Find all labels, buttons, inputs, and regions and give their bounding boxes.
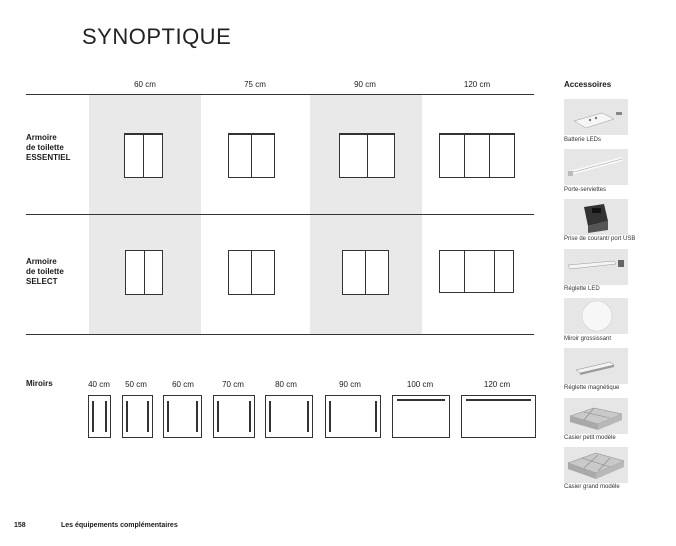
table-rule-top	[26, 94, 534, 95]
cabinet-essentiel-90	[339, 133, 395, 178]
led-battery-icon	[564, 99, 628, 135]
mirror-100	[392, 395, 450, 438]
towel-rail-icon	[564, 149, 628, 185]
mirror-120	[461, 395, 536, 438]
mirror-80	[265, 395, 313, 438]
accessory-caption: Casier petit modèle	[564, 435, 616, 441]
accessory-caption: Prise de courant/ port USB	[564, 236, 636, 242]
mirror-size-label: 100 cm	[406, 380, 434, 389]
column-header: 90 cm	[354, 80, 376, 89]
cabinet-select-90	[342, 250, 389, 295]
accessory-caption: Miroir grossissant	[564, 336, 612, 342]
mirror-90	[325, 395, 381, 438]
column-header: 60 cm	[134, 80, 156, 89]
mirror-size-label: 90 cm	[339, 380, 361, 389]
led-strip-icon	[564, 249, 628, 285]
cabinet-select-75	[228, 250, 275, 295]
mirror-50	[122, 395, 153, 438]
mirror-size-label: 80 cm	[275, 380, 297, 389]
accessory-caption: Réglette magnétique	[564, 385, 620, 391]
cabinet-select-120	[439, 250, 514, 293]
cabinet-essentiel-120	[439, 133, 515, 178]
accessory-caption: Réglette LED	[564, 286, 600, 292]
row-label-mirrors: Miroirs	[26, 379, 53, 388]
cabinet-select-60	[125, 250, 163, 295]
small-tray-icon	[564, 398, 628, 434]
row-label-essentiel: Armoire de toilette ESSENTIEL	[26, 133, 71, 162]
power-socket-icon	[564, 199, 628, 235]
table-rule-bottom	[26, 334, 534, 335]
mirror-size-label: 70 cm	[222, 380, 244, 389]
mirror-size-label: 60 cm	[172, 380, 194, 389]
table-rule-middle	[26, 214, 534, 215]
mirror-70	[213, 395, 255, 438]
page-title: SYNOPTIQUE	[82, 24, 232, 49]
cabinet-essentiel-75	[228, 133, 275, 178]
mirror-40	[88, 395, 111, 438]
magnetic-strip-icon	[564, 348, 628, 384]
accessory-caption: Porte-serviettes	[564, 187, 607, 193]
page-number: 158	[14, 522, 26, 529]
mirror-size-label: 120 cm	[483, 380, 511, 389]
accessories-title: Accessoires	[564, 80, 612, 89]
accessory-caption: Batterie LEDs	[564, 137, 602, 143]
row-label-select: Armoire de toilette SELECT	[26, 257, 64, 286]
cabinet-essentiel-60	[124, 133, 163, 178]
mirror-size-label: 50 cm	[125, 380, 147, 389]
section-title: Les équipements complémentaires	[61, 522, 178, 529]
mirror-60	[163, 395, 202, 438]
accessory-caption: Casier grand modèle	[564, 484, 620, 490]
mirror-size-label: 40 cm	[88, 380, 110, 389]
column-header: 120 cm	[463, 80, 491, 89]
column-header: 75 cm	[244, 80, 266, 89]
large-tray-icon	[564, 447, 628, 483]
magnifying-mirror-icon	[564, 298, 628, 334]
